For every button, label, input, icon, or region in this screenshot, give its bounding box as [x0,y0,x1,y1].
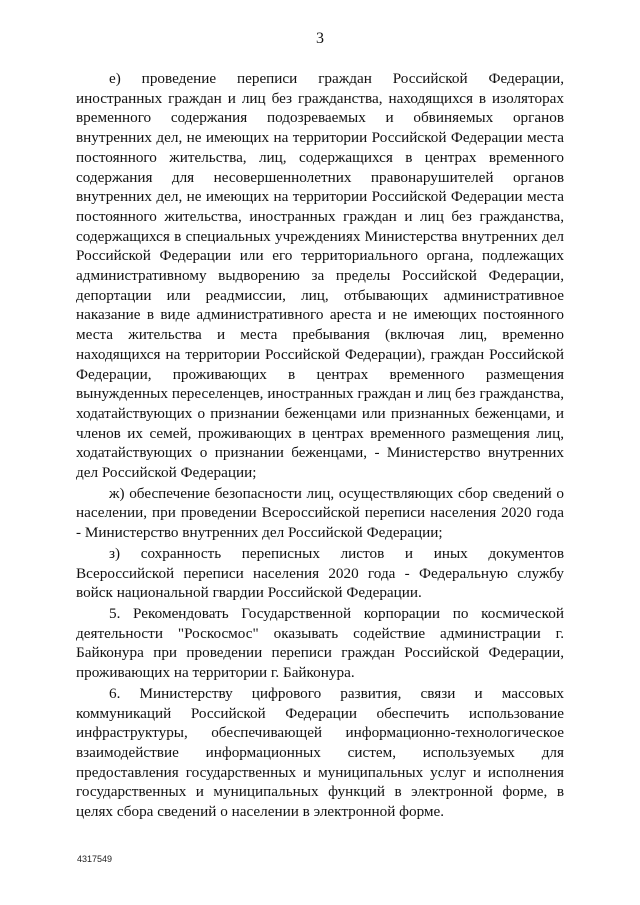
document-body [76,69,564,822]
paragraph-6-digital-ministry: 6. Министерству цифрового развития, связи и массовых коммуникаций Российской Федерации обеспечить использование инфраструктуры, обеспечивающей информационно-технологическое взаимодействие информационных систем, используемых для предоставления государственных и муниципальных услуг и исполнения государственных и муниципальных функций в электронной форме, в целях сбора сведений о населении в электронной форме. [76,684,564,821]
paragraph-e-census-detainees: е) проведение переписи граждан Российской Федерации, иностранных граждан и лиц без гражданства, находящихся в изоляторах временного содержания подозреваемых и обвиняемых органов внутренних дел, не имеющих на территории Российской Федерации места постоянного жительства, лиц, содержащихся в центрах временного содержания для несовершеннолетних правонарушителей органов внутренних дел, не имеющих на территории Российской Федерации места постоянного жительства, иностранных граждан и лиц без гражданства, содержащихся в специальных учреждениях Министерства внутренних дел Российской Федерации или его территориального органа, подлежащих административному выдворению за пределы Российской Федерации, депортации или реадмиссии, лиц, отбывающих административное наказание в виде административного ареста и не имеющих постоянного места жительства и места пребывания (включая лиц, временно находящихся на территории Российской Федерации), граждан Российской Федерации, проживающих в центрах временного размещения вынужденных переселенцев, иностранных граждан и лиц без гражданства, ходатайствующих о признании беженцами или признанных беженцами, и членов их семей, проживающих в центрах временного размещения лиц, ходатайствующих о признании беженцами, - Министерство внутренних дел Российской Федерации; [76,70,564,482]
paragraph-5-roscosmos: 5. Рекомендовать Государственной корпорации по космической деятельности "Роскосмос" оказывать содействие администрации г. Байконура при проведении переписи граждан Российской Федерации, проживающих на территории г. Байконура. [76,604,564,682]
page-number: 3 [316,30,324,47]
paragraph-zh-census-safety: ж) обеспечение безопасности лиц, осуществляющих сбор сведений о населении, при проведении Всероссийской переписи населения 2020 года - Министерство внутренних дел Российской Федерации; [76,484,564,542]
document-id: 4317549 [77,854,113,864]
paragraph-z-census-sheets: з) сохранность переписных листов и иных документов Всероссийской переписи населения 2020 года - Федеральную службу войск национальной гвардии Российской Федерации. [76,544,564,602]
